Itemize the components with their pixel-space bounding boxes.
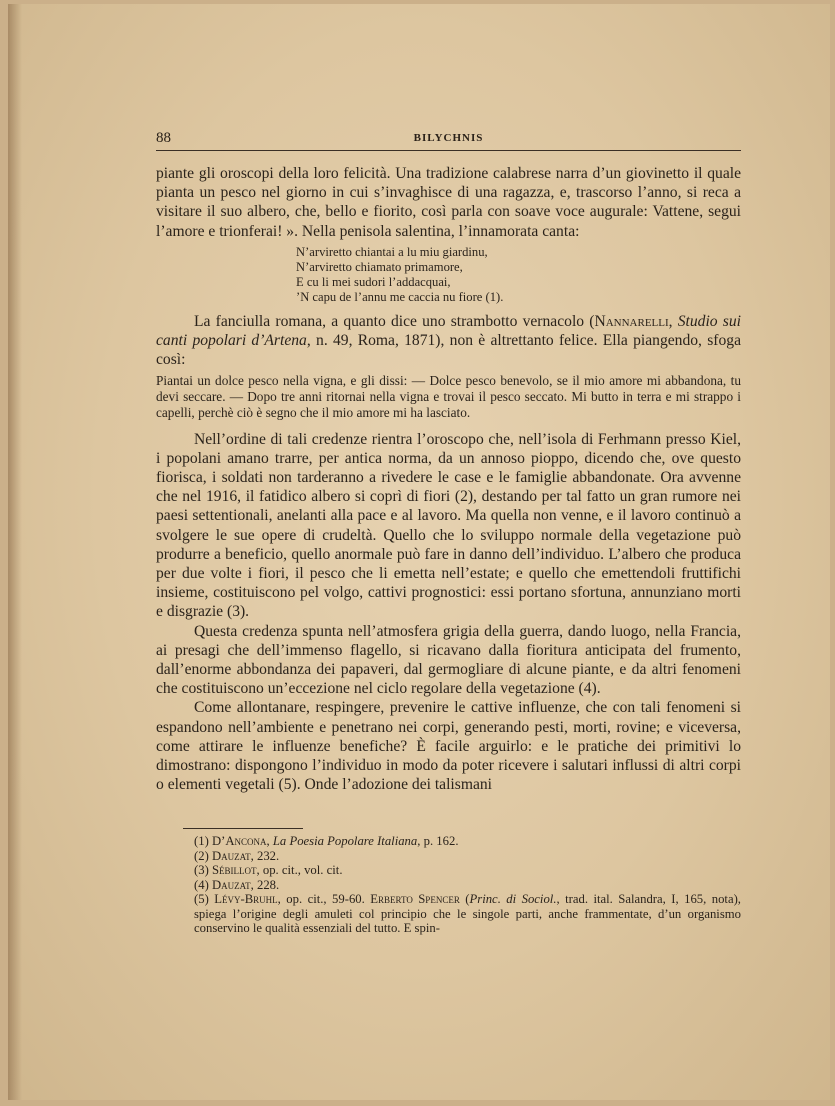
footnote-2 bbox=[156, 849, 741, 864]
prose-quote: Piantai un dolce pesco nella vigna, e gli dissi: — Dolce pesco benevolo, se il mio amore mi abbandona, tu devi seccare. — Dopo tre anni ritornai nella vigna e trovai il pesco seccato. Mi butto in terra e mi strappo i capelli, perchè ciò è segno che il mio amore mi ha lasciato. bbox=[156, 373, 741, 421]
footnote-5 bbox=[156, 892, 741, 936]
paragraph-2 bbox=[156, 312, 741, 370]
footnote-text: ( bbox=[459, 892, 470, 906]
verse-line: ’N capu de l’annu me caccia nu fiore (1). bbox=[296, 290, 504, 305]
page-header bbox=[156, 128, 741, 151]
footnote-text: , 232. bbox=[250, 848, 280, 863]
footnote-number: (2) bbox=[194, 848, 212, 863]
footnote-text: , p. 162. bbox=[417, 834, 459, 848]
paragraph-2-text: La fanciulla romana, a quanto dice uno strambotto vernacolo ( bbox=[194, 312, 595, 330]
footnote-text: , trad. ital. Salandra, I, 165, nota), spiega l’origine degli amuleti col principio che le singole parti, anche frammentate, d’un organismo conservino le qualità essenziali del tutto. E spin- bbox=[194, 892, 741, 935]
footnote-title: Princ. di Sociol. bbox=[469, 892, 557, 906]
footnote-number: (1) bbox=[194, 834, 212, 848]
footnote-author: Dauzat bbox=[211, 877, 251, 892]
body-text bbox=[156, 164, 741, 794]
footnote-4 bbox=[156, 878, 741, 893]
footnote-author: Erberto Spencer bbox=[370, 892, 460, 906]
verse-line: N’arviretto chiantai a lu miu giardinu, bbox=[296, 244, 488, 259]
paragraph-4: Questa credenza spunta nell’atmosfera grigia della guerra, dando luogo, nella Francia, ai presagi che dell’immenso flagello, si ricavano dalla fioritura anticipata del frumento, dall’enorme abbondanza dei papaveri, dal germogliare di alcune piante, e da altri fenomeni che costituiscono un’eccezione nel ciclo regolare della vegetazione (4). bbox=[156, 622, 741, 698]
footnotes bbox=[156, 834, 741, 936]
footnote-rule bbox=[183, 828, 303, 829]
footnote-author: Lévy-Bruhl bbox=[214, 892, 278, 906]
footnote-author: Dauzat bbox=[211, 848, 251, 863]
footnote-author: Sébillot bbox=[211, 863, 257, 877]
footnote-number: (3) bbox=[194, 863, 212, 877]
running-head: BILYCHNIS bbox=[413, 132, 484, 144]
paragraph-2-text: , bbox=[668, 312, 678, 330]
paragraph-2-text: , n. 49, Roma, 1871), non è altrettanto felice. Ella piangendo, sfoga così: bbox=[156, 331, 741, 369]
verse-line: N’arviretto chiamato primamore, bbox=[296, 260, 463, 275]
footnote-text: , 228. bbox=[250, 877, 280, 892]
author-name: Nannarelli bbox=[594, 312, 669, 330]
work-title: Studio sui canti popolari d’Artena bbox=[156, 312, 741, 349]
footnote-1 bbox=[156, 834, 741, 849]
verse-block bbox=[296, 245, 741, 306]
footnote-title: La Poesia Popolare Italiana bbox=[272, 834, 418, 848]
footnote-text: , op. cit., vol. cit. bbox=[256, 863, 343, 877]
footnote-text: , bbox=[266, 834, 273, 848]
book-page bbox=[8, 4, 830, 1100]
footnote-number: (4) bbox=[194, 877, 212, 892]
page-number: 88 bbox=[156, 130, 171, 146]
footnote-number: (5) bbox=[194, 892, 215, 906]
footnote-3 bbox=[156, 863, 741, 878]
footnote-author: D’Ancona bbox=[211, 834, 267, 848]
footnote-text: , op. cit., 59-60. bbox=[277, 892, 371, 906]
paragraph-1: piante gli oroscopi della loro felicità. Una tradizione calabrese narra d’un giovinetto il quale pianta un pesco nel giorno in cui s’invaghisce di una ragazza, e, trascorso l’anno, si reca a visitare il suo albero, che, bello e fiorito, così parla con soave voce augurale: Vattene, segui l’amore e trionferai! ». Nella penisola salentina, l’innamorata canta: bbox=[156, 165, 741, 240]
verse-line: E cu li mei sudori l’addacquai, bbox=[296, 275, 451, 290]
paragraph-3: Nell’ordine di tali credenze rientra l’oroscopo che, nell’isola di Ferhmann presso Kiel, i popolani amano trarre, per antica norma, da un annoso pioppo, dicendo che, ove questo fiorisca, i soldati non tarderanno a rivedere le case e le famiglie abbandonate. Ora avvenne che nel 1916, il fatidico albero si coprì di fiori (2), destando per tal fatto un gran rumore nei paesi settentionali, anelanti alla pace e al lavoro. Ma quella non venne, e il lavoro continuò a svolgere le sue opere di crudeltà. Quello che lo sviluppo normale della vegetazione può produrre a beneficio, quello anormale può fare in danno dell’individuo. L’albero che produca per due volte i fiori, il pesco che li emetta nell’estate; e quello che emettendoli fruttifichi insieme, costituiscono pel volgo, cattivi prognostici: essi portano sfortuna, annunziano morti e disgrazie (3). bbox=[156, 430, 741, 621]
paragraph-5: Come allontanare, respingere, prevenire le cattive influenze, che con tali fenomeni si espandono nell’ambiente e penetrano nei corpi, generando pesti, morti, rovine; e viceversa, come attirare le influenze benefiche? È facile arguirlo: e le pratiche dei primitivi lo dimostrano: dispongono l’individuo in modo da poter ricevere i salutari influssi di altri corpi o elementi vegetali (5). Onde l’adozione dei talismani bbox=[156, 699, 741, 794]
